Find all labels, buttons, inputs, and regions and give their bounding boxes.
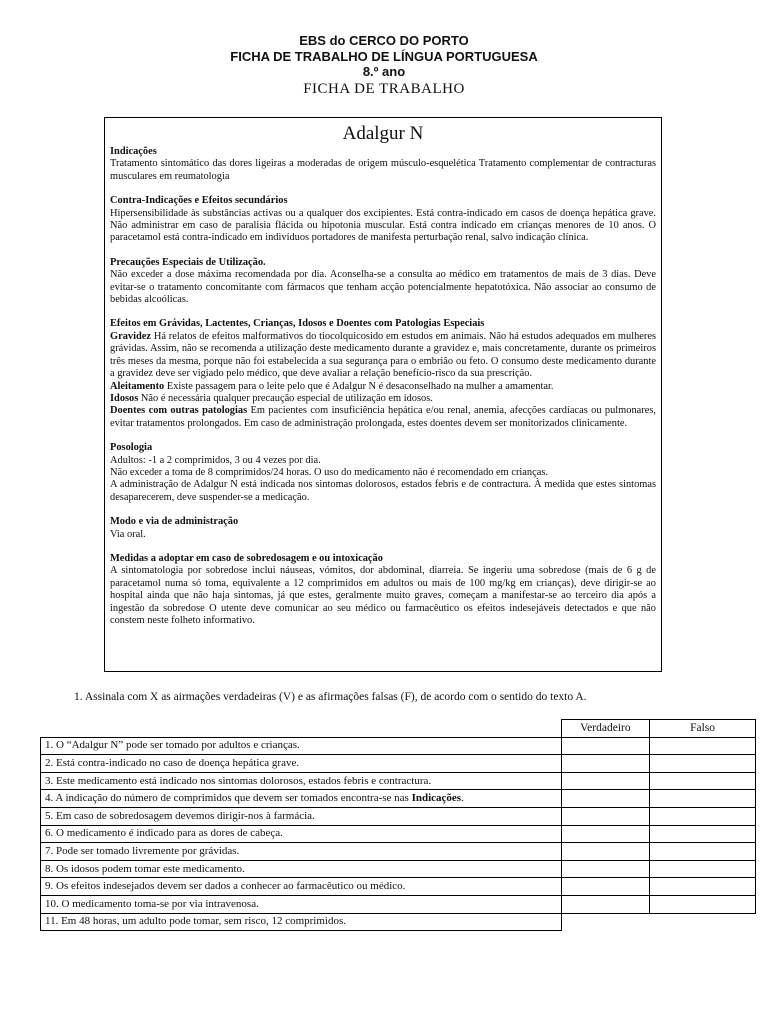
worksheet-title: FICHA DE TRABALHO DE LÍNGUA PORTUGUESA xyxy=(230,49,538,64)
paragraph-doentes xyxy=(110,405,656,430)
paragraph-gravidez xyxy=(110,331,656,381)
posologia-line-2: Não exceder a toma de 8 comprimidos/24 horas. O uso do medicamento não é recomendado em crianças. xyxy=(110,466,548,478)
label-idosos: Idosos xyxy=(110,392,139,404)
statement-7: 7. Pode ser tomado livremente por grávidas. xyxy=(41,843,562,861)
section-text-contra-indicacoes: Hipersensibilidade às substâncias activas ou a qualquer dos excipientes. Está contra-indicado em casos de doença hepática grave. Não administrar em caso de paralisia flácida ou hipotonia muscular. Está contra indicado em crianças menores de 10 anos. O paracetamol está contra-indicado em indivíduos portadores de manifesta perturbação renal, salvo indicação clínica. xyxy=(110,207,656,244)
label-gravidez: Gravidez xyxy=(110,330,151,342)
statement-9: 9. Os efeitos indesejados devem ser dados a conhecer ao farmacêutico ou médico. xyxy=(41,878,562,896)
statement-4-text: 4. A indicação do número de comprimidos que devem ser tomados encontra-se nas xyxy=(45,792,412,805)
label-aleitamento: Aleitamento xyxy=(110,380,165,392)
answer-true-cell-3[interactable] xyxy=(561,772,649,790)
table-row xyxy=(41,790,756,808)
blank-cell xyxy=(561,913,649,931)
answer-false-cell-8[interactable] xyxy=(650,860,756,878)
answer-true-cell-6[interactable] xyxy=(561,825,649,843)
statement-3: 3. Este medicamento está indicado nos sintomas dolorosos, estados febris e contractura. xyxy=(41,772,562,790)
text-idosos: Não é necessária qualquer precaução especial de utilização em idosos. xyxy=(138,392,433,404)
statement-4 xyxy=(41,790,562,808)
statement-10: 10. O medicamento toma-se por via intravenosa. xyxy=(41,895,562,913)
answer-true-cell-9[interactable] xyxy=(561,878,649,896)
answer-false-cell-4[interactable] xyxy=(650,790,756,808)
table-row xyxy=(41,755,756,773)
column-header-false: Falso xyxy=(650,720,756,738)
section-heading-medidas: Medidas a adoptar em caso de sobredosagem e ou intoxicação xyxy=(110,552,383,564)
page-subtitle: FICHA DE TRABALHO xyxy=(303,81,465,97)
drug-leaflet-box xyxy=(104,117,662,672)
section-heading-precaucoes: Precauções Especiais de Utilização. xyxy=(110,256,266,268)
answer-true-cell-10[interactable] xyxy=(561,895,649,913)
answer-false-cell-1[interactable] xyxy=(650,737,756,755)
leaflet-title: Adalgur N xyxy=(342,123,424,144)
table-header-row xyxy=(41,720,756,738)
statement-8: 8. Os idosos podem tomar este medicamento. xyxy=(41,860,562,878)
text-gravidez: Há relatos de efeitos malformativos do tiocolquicosido em estudos em animais. Não há estudos adequados em mulheres grávidas. Assim, não se recomenda a utilização deste medicamento durante a gravidez e, mais concretamente, durante os primeiros três meses da mesma, porque não foi estabelecida a sua segurança para o embrião ou feto. O consumo deste medicamento durante a gravidez deve ser vigiado pelo médico, que deve avaliar a relação benefício-risco da sua prescrição. xyxy=(110,330,656,380)
statement-5: 5. Em caso de sobredosagem devemos dirigir-nos à farmácia. xyxy=(41,807,562,825)
section-text-precaucoes: Não exceder a dose máxima recomendada por dia. Aconselha-se a consulta ao médico em tratamentos de mais de 3 dias. Deve evitar-se o tratamento concomitante com fármacos que tenham acção potencialmente hepatotóxica. Não associar ao consumo de bebidas alcoólicas. xyxy=(110,269,656,306)
section-text-medidas: A sintomatologia por sobredose inclui náuseas, vómitos, dor abdominal, diarreia. Se ingeriu uma sobredose (mais de 6 g de paracetamol numa só toma, equivalente a 12 comprimidos em adultos ou mais de 100 mg/kg em crianças), deve dirigir-se ao hospital ainda que não haja sintomas, já que estes, geralmente muito graves, começam a manifestar-se ao terceiro dia após a ingestão da sobredose O utente deve comunicar ao seu médico ou farmacêutico os efeitos indesejáveis detectados e que não constem neste folheto informativo. xyxy=(110,565,656,626)
table-row xyxy=(41,843,756,861)
table-row xyxy=(41,895,756,913)
answer-false-cell-7[interactable] xyxy=(650,843,756,861)
answer-true-cell-4[interactable] xyxy=(561,790,649,808)
answer-true-cell-5[interactable] xyxy=(561,807,649,825)
answer-false-cell-3[interactable] xyxy=(650,772,756,790)
statement-2: 2. Está contra-indicado no caso de doença hepática grave. xyxy=(41,755,562,773)
answer-true-cell-1[interactable] xyxy=(561,737,649,755)
section-text-indicacoes: Tratamento sintomático das dores ligeiras a moderadas de origem músculo-esquelética Tratamento complementar de contracturas musculares em reumatologia xyxy=(110,158,656,182)
answer-false-cell-9[interactable] xyxy=(650,878,756,896)
statement-6: 6. O medicamento é indicado para as dores de cabeça. xyxy=(41,825,562,843)
text-aleitamento: Existe passagem para o leite pelo que é Adalgur N é desaconselhado na mulher a amamentar. xyxy=(164,380,554,392)
header-empty-cell xyxy=(41,720,562,738)
answer-false-cell-2[interactable] xyxy=(650,755,756,773)
statement-4-bold: Indicações xyxy=(411,792,462,805)
column-header-true: Verdadeiro xyxy=(561,720,649,738)
school-name: EBS do CERCO DO PORTO xyxy=(299,33,469,48)
grade-label: 8.º ano xyxy=(362,64,406,79)
answer-true-cell-7[interactable] xyxy=(561,843,649,861)
table-row xyxy=(41,825,756,843)
table-row xyxy=(41,807,756,825)
section-heading-modo: Modo e via de administração xyxy=(110,516,239,528)
answer-true-cell-8[interactable] xyxy=(561,860,649,878)
section-heading-indicacoes: Indicações xyxy=(110,146,157,157)
answer-false-cell-6[interactable] xyxy=(650,825,756,843)
answer-false-cell-5[interactable] xyxy=(650,807,756,825)
table-row xyxy=(41,878,756,896)
section-heading-posologia: Posologia xyxy=(110,442,153,454)
blank-cell xyxy=(650,913,756,931)
statement-1: 1. O “Adalgur N” pode ser tomado por adultos e crianças. xyxy=(41,737,562,755)
posologia-line-1: Adultos: -1 a 2 comprimidos, 3 ou 4 vezes por dia. xyxy=(110,454,321,466)
paragraph-idosos xyxy=(110,393,656,405)
table-row xyxy=(41,860,756,878)
statement-11: 11. Em 48 horas, um adulto pode tomar, sem risco, 12 comprimidos. xyxy=(41,913,562,931)
section-heading-contra-indicacoes: Contra-Indicações e Efeitos secundários xyxy=(110,195,288,207)
table-row xyxy=(41,772,756,790)
answer-false-cell-10[interactable] xyxy=(650,895,756,913)
statement-4-end: . xyxy=(461,792,464,805)
answer-true-cell-2[interactable] xyxy=(561,755,649,773)
table-row xyxy=(41,913,756,931)
true-false-table xyxy=(40,719,756,931)
question-prompt: 1. Assinala com X as airmações verdadeiras (V) e as afirmações falsas (F), de acordo com o sentido do texto A. xyxy=(74,691,587,703)
section-heading-efeitos: Efeitos em Grávidas, Lactentes, Crianças, Idosos e Doentes com Patologias Especiais xyxy=(110,318,485,330)
table-row xyxy=(41,737,756,755)
text-doentes: Em pacientes com insuficiência hepática e/ou renal, anemia, afecções cardíacas ou pulmonares, evitar tratamentos prolongados. Em caso de administração prolongada, estes doentes devem ser monitorizados clinicamente. xyxy=(110,405,656,429)
paragraph-aleitamento xyxy=(110,381,656,393)
posologia-line-3: A administração de Adalgur N está indicada nos sintomas dolorosos, estados febris e de contractura. À medida que estes sintomas desaparecerem, deve suspender-se a medicação. xyxy=(110,479,656,503)
label-doentes: Doentes com outras patologias xyxy=(110,405,248,417)
section-text-modo: Via oral. xyxy=(110,528,146,540)
